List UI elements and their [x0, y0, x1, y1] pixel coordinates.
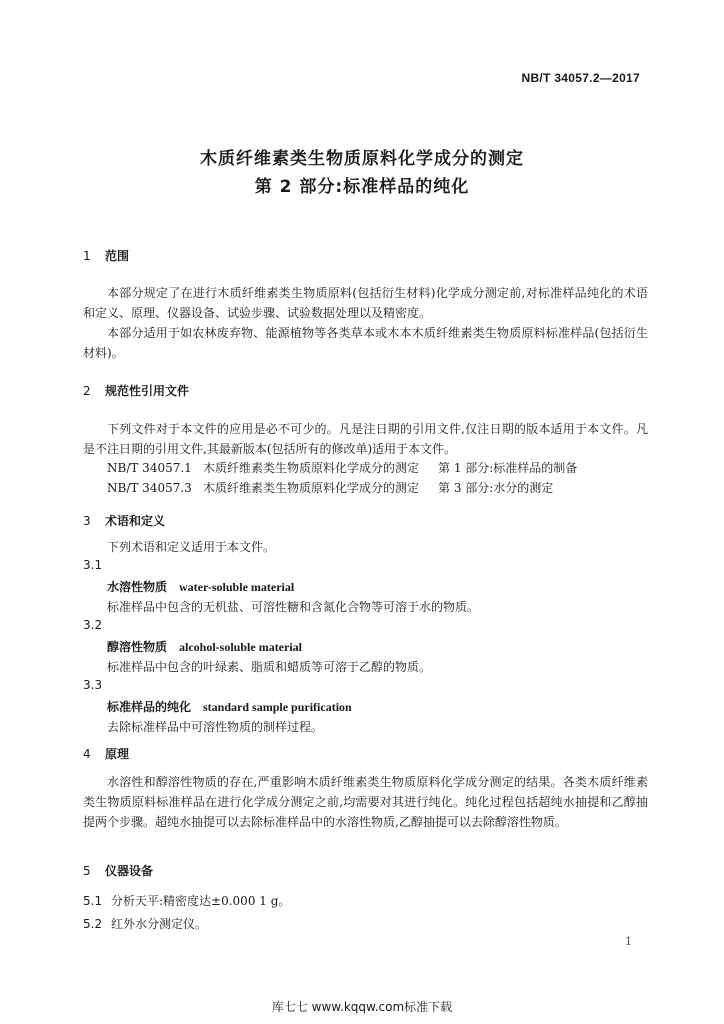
term-definition: 标准样品中包含的叶绿素、脂质和蜡质等可溶于乙醇的物质。	[107, 660, 432, 674]
apparatus-item	[83, 892, 290, 909]
reference-title: 木质纤维素类生物质原料化学成分的测定	[203, 481, 420, 495]
section-heading-terms	[83, 512, 165, 529]
term-definition: 标准样品中包含的无机盐、可溶性糖和含氮化合物等可溶于水的物质。	[107, 600, 480, 614]
principle-paragraph: 水溶性和醇溶性物质的存在,严重影响木质纤维素类生物质原料化学成分测定的结果。各类木质纤维素类生物质原料标准样品在进行化学成分测定之前,均需要对其进行纯化。纯化过程包括超纯水抽提和乙醇抽提两个步骤。超纯水抽提可以去除标准样品中的水溶性物质,乙醇抽提可以去除醇溶性物质。	[83, 775, 648, 829]
term-heading	[107, 578, 294, 595]
reference-part: 第 3 部分:水分的测定	[438, 481, 554, 495]
section-number: 3	[83, 514, 91, 528]
term-en: alcohol-soluble material	[179, 640, 303, 654]
apparatus-text: 分析天平:精密度达±0.000 1 g。	[111, 894, 291, 908]
footer-watermark: 库七七 www.kqqw.com标准下载	[271, 1000, 453, 1014]
term-number: 3.1	[83, 558, 103, 572]
scope-paragraph-1: 本部分规定了在进行木质纤维素类生物质原料(包括衍生材料)化学成分测定前,对标准样品纯化的术语和定义、原理、仪器设备、试验步骤、试验数据处理以及精密度。	[83, 286, 648, 320]
term-zh: 水溶性物质	[107, 580, 168, 594]
reference-item	[107, 479, 553, 496]
term-definition: 去除标准样品中可溶性物质的制样过程。	[107, 720, 324, 734]
term-en: standard sample purification	[203, 700, 352, 714]
section-title: 范围	[105, 249, 130, 263]
term-number: 3.3	[83, 678, 103, 692]
section-number: 4	[83, 747, 91, 761]
reference-title: 木质纤维素类生物质原料化学成分的测定	[203, 461, 420, 475]
document-title: 木质纤维素类生物质原料化学成分的测定	[200, 149, 524, 169]
page-number: 1	[625, 935, 632, 948]
reference-item	[107, 459, 577, 476]
term-heading	[107, 698, 352, 715]
term-en: water-soluble material	[179, 580, 295, 594]
section-title: 仪器设备	[105, 864, 154, 878]
scope-paragraph-2: 本部分适用于如农林废弃物、能源植物等各类草本或木本木质纤维素类生物质原料标准样品(包括衍生材料)。	[83, 326, 648, 360]
terms-intro: 下列术语和定义适用于本文件。	[107, 540, 276, 554]
standard-number: NB/T 34057.2—2017	[521, 71, 640, 85]
term-zh: 标准样品的纯化	[107, 700, 192, 714]
apparatus-number: 5.1	[83, 894, 103, 908]
reference-part: 第 1 部分:标准样品的制备	[438, 461, 578, 475]
section-title: 规范性引用文件	[105, 384, 190, 398]
apparatus-item	[83, 915, 207, 932]
term-number: 3.2	[83, 618, 103, 632]
term-zh: 醇溶性物质	[107, 640, 168, 654]
section-heading-references	[83, 382, 189, 399]
apparatus-text: 红外水分测定仪。	[111, 917, 208, 931]
section-title: 术语和定义	[105, 514, 166, 528]
reference-code: NB/T 34057.1	[107, 461, 192, 475]
references-paragraph: 下列文件对于本文件的应用是必不可少的。凡是注日期的引用文件,仅注日期的版本适用于本文件。凡是不注日期的引用文件,其最新版本(包括所有的修改单)适用于本文件。	[83, 422, 648, 456]
apparatus-number: 5.2	[83, 917, 103, 931]
reference-code: NB/T 34057.3	[107, 481, 192, 495]
section-title: 原理	[105, 747, 130, 761]
section-number: 1	[83, 249, 91, 263]
term-heading	[107, 638, 302, 655]
section-number: 5	[83, 864, 91, 878]
section-heading-apparatus	[83, 862, 153, 879]
section-heading-scope	[83, 247, 129, 264]
section-number: 2	[83, 384, 91, 398]
document-subtitle: 第 2 部分:标准样品的纯化	[254, 177, 470, 197]
section-heading-principle	[83, 745, 129, 762]
